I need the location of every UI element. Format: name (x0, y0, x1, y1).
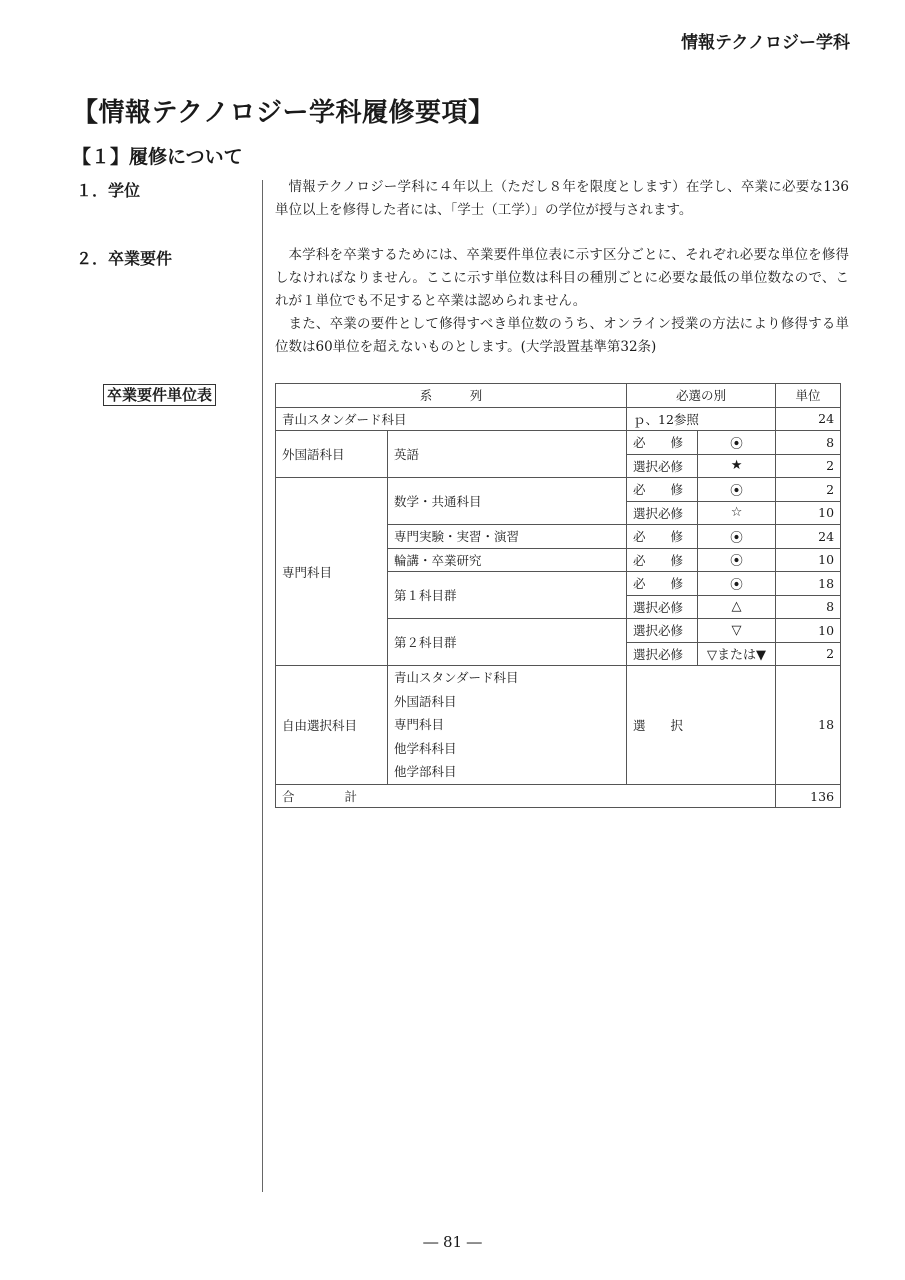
page-title: 【情報テクノロジー学科履修要項】 (72, 98, 495, 128)
heading-graduation-requirements: ２．卒業要件 (76, 249, 173, 268)
group1-type-2: 選択必修 (627, 595, 698, 619)
free-units: 18 (776, 666, 841, 785)
foreign-type-2: 選択必修 (627, 454, 698, 478)
free-type: 選 択 (627, 666, 776, 785)
heading-degree: １．学位 (76, 181, 141, 200)
white-star-icon: ☆ (698, 501, 776, 525)
foreign-category: 外国語科目 (276, 431, 388, 478)
experiment-type: 必 修 (627, 525, 698, 549)
group1-units-1: 18 (776, 572, 841, 596)
double-circle-icon: ⦿ (698, 431, 776, 455)
group2-subject: 第２科目群 (388, 619, 627, 666)
free-subject-item: 他学部科目 (394, 764, 457, 780)
section-title: 【１】履修について (72, 146, 243, 168)
aoyama-units: 24 (776, 407, 841, 431)
header-required: 必選の別 (627, 384, 776, 408)
experiment-subject: 専門実験・実習・演習 (388, 525, 627, 549)
total-units: 136 (776, 784, 841, 808)
free-subject-item: 他学科科目 (394, 740, 457, 756)
table-header-row (276, 384, 841, 408)
double-circle-icon: ⦿ (698, 572, 776, 596)
requirements-paragraph-2: また、卒業の要件として修得すべき単位数のうち、オンライン授業の方法により修得する単位数は60単位を超えないものとします。(大学設置基準第32条) (275, 316, 849, 355)
requirements-text (275, 244, 849, 359)
group2-type-2: 選択必修 (627, 642, 698, 666)
foreign-units-2: 2 (776, 454, 841, 478)
header-units: 単位 (776, 384, 841, 408)
header-department: 情報テクノロジー学科 (681, 33, 850, 53)
page-number: ― 81 ― (423, 1233, 482, 1251)
free-subject-item: 外国語科目 (394, 693, 457, 709)
vertical-divider (262, 180, 263, 1192)
requirements-paragraph-1: 本学科を卒業するためには、卒業要件単位表に示す区分ごとに、それぞれ必要な単位を修得しなければなりません。ここに示す単位数は科目の種別ごとに必要な最低の単位数なので、これが１単位でも不足すると卒業は認められません。 (275, 247, 849, 309)
table-row (276, 666, 841, 785)
group2-units-1: 10 (776, 619, 841, 643)
graduation-requirements-table (275, 383, 841, 808)
foreign-type-1: 必 修 (627, 431, 698, 455)
double-circle-icon: ⦿ (698, 525, 776, 549)
free-subject-item: 青山スタンダード科目 (394, 670, 519, 685)
black-star-icon: ★ (698, 454, 776, 478)
free-category: 自由選択科目 (276, 666, 388, 785)
group1-type-1: 必 修 (627, 572, 698, 596)
free-subjects (388, 666, 627, 785)
math-type-1: 必 修 (627, 478, 698, 502)
white-triangle-up-icon: △ (698, 595, 776, 619)
group1-subject: 第１科目群 (388, 572, 627, 619)
table-row (276, 407, 841, 431)
seminar-subject: 輪講・卒業研究 (388, 548, 627, 572)
math-units-2: 10 (776, 501, 841, 525)
triangle-down-or-black-icon: ▽または▼ (698, 642, 776, 666)
major-category: 専門科目 (276, 478, 388, 666)
experiment-units: 24 (776, 525, 841, 549)
aoyama-ref: ｐ、12参照 (627, 407, 776, 431)
math-units-1: 2 (776, 478, 841, 502)
total-label: 合 計 (276, 784, 776, 808)
table-row (276, 478, 841, 502)
degree-text (275, 176, 849, 222)
table-row (276, 431, 841, 455)
math-subject: 数学・共通科目 (388, 478, 627, 525)
seminar-units: 10 (776, 548, 841, 572)
free-subject-item: 専門科目 (394, 717, 445, 733)
header-series: 系 列 (276, 384, 627, 408)
white-triangle-down-icon: ▽ (698, 619, 776, 643)
degree-paragraph: 情報テクノロジー学科に４年以上（ただし８年を限度とします）在学し、卒業に必要な136単位以上を修得した者には、「学士（工学）」の学位が授与されます。 (275, 179, 849, 218)
math-type-2: 選択必修 (627, 501, 698, 525)
table-label: 卒業要件単位表 (103, 384, 216, 406)
double-circle-icon: ⦿ (698, 478, 776, 502)
group2-type-1: 選択必修 (627, 619, 698, 643)
seminar-type: 必 修 (627, 548, 698, 572)
foreign-subject: 英語 (388, 431, 627, 478)
group2-units-2: 2 (776, 642, 841, 666)
group1-units-2: 8 (776, 595, 841, 619)
aoyama-name: 青山スタンダード科目 (276, 407, 627, 431)
foreign-units-1: 8 (776, 431, 841, 455)
double-circle-icon: ⦿ (698, 548, 776, 572)
table-total-row (276, 784, 841, 808)
